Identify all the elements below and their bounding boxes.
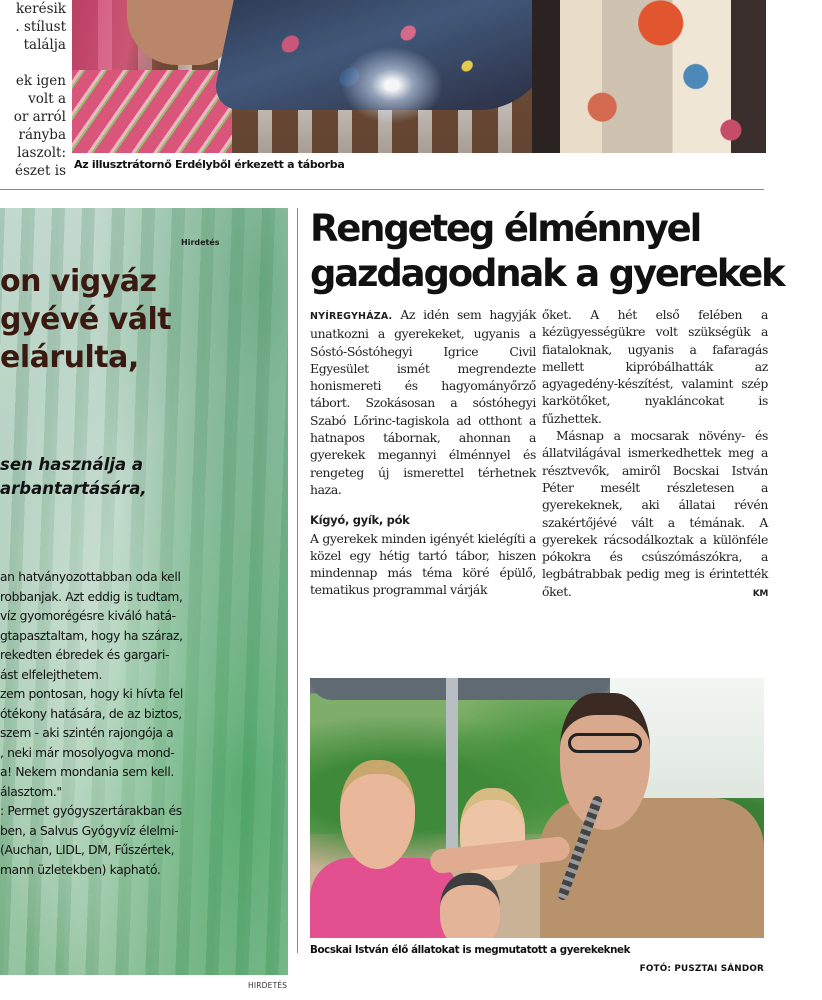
article-column-1 (310, 306, 536, 599)
ad-body-line: álasztom." (0, 784, 62, 799)
paragraph-3 (542, 427, 768, 600)
ad-body-line: an hatványozottabban oda kell (0, 570, 181, 584)
ad-body-line: (Auchan, LIDL, DM, Fűszértek, (0, 843, 175, 857)
glasses (568, 733, 642, 753)
ad-footer-label: HIRDETÉS (248, 981, 288, 990)
tent-awning (310, 678, 610, 700)
horizontal-divider (0, 189, 764, 190)
light-flare (332, 40, 452, 130)
ad-label: Hirdetés (181, 238, 220, 247)
headline-line: Rengeteg élménnyel (310, 207, 701, 250)
ad-body-line: ótékony hatására, de az biztos, (0, 706, 182, 721)
article-column-2 (542, 306, 768, 603)
vertical-divider (297, 208, 298, 953)
byline: KM (752, 588, 768, 599)
text-line: . stílust (15, 19, 66, 35)
paragraph-1-text: Az idén sem hagyják unatkozni a gyerekeket, ugyanis a Sóstó-Sóstóhegyi Igrice Civil Egyesület ismét megrendezte honismereti és hagyományőrző tábort. Szokásosan a sóstóhegyi Szabó Lőrinc-tagiskola ad otthont a hatnapos tábornak, ahonnan a gyerekek megannyi élménnyel és rengeteg új ismerettel térhetnek haza. (310, 307, 536, 497)
ad-body-line: , neki már mosolyogva mond- (0, 745, 175, 760)
ad-body-line: zem pontosan, hogy ki hívta fel (0, 687, 183, 701)
ad-body-line: rekedten ébredek és gargari- (0, 648, 170, 662)
patterned-dress (532, 0, 766, 153)
striped-cloth (72, 70, 232, 153)
headline-line: gazdagodnak a gyerekek (310, 252, 784, 295)
paragraph-3-text: Másnap a mocsarak növény- és állatvilágával ismerkedhettek meg a résztvevők, amiről Bocskai István Péter mesélt részletesen a gyerekeknek, aki állatai révén szakértőjévé vált a témának. A gyerekek rácsodálkoztak a különféle pókokra és csúszómászókra, a legbátrabbak pedig meg is érintették őket. (542, 428, 768, 599)
text-line (0, 54, 66, 72)
illustrator-photo (72, 0, 766, 153)
ad-subheadline-line: arbantartására, (0, 479, 147, 498)
paragraph-2-part-2: őket. A hét első felében a kézügyességükre volt szükségük a fiataloknak, ugyanis a fafaragás mellett kipróbálhatták az agyagedény-készítést, valamint szép karkötőket, nyakláncokat is fűzhettek. (542, 307, 768, 426)
ad-body-line: mann üzletekben) kapható. (0, 862, 161, 877)
ad-body-text (0, 568, 183, 880)
text-line: or arról (13, 109, 66, 125)
tent-pole (446, 678, 458, 858)
text-line: laszolt: (17, 145, 66, 161)
text-line: találja (23, 37, 66, 53)
ad-subheadline-line: sen használja a (0, 455, 144, 474)
text-line: volt a (28, 91, 66, 107)
text-line: kerésik (15, 1, 66, 17)
ad-headline-line: on vigyáz (0, 264, 157, 299)
text-line: észet is (15, 163, 66, 179)
advertisement-panel (0, 208, 288, 975)
ad-subheadline (0, 453, 147, 501)
paragraph-1 (310, 306, 536, 498)
dateline: NYÍREGYHÁZA. (310, 311, 393, 322)
ad-headline-line: gyévé vált (0, 302, 172, 337)
ad-headline-line: elárulta, (0, 340, 139, 375)
ad-body-line: a! Nekem mondania sem kell. (0, 765, 174, 779)
ad-body-line: ást elfelejthetem. (0, 667, 103, 682)
ad-headline (0, 263, 288, 377)
text-line: ek igen (15, 73, 66, 89)
article-headline (310, 206, 784, 296)
photo-credit: FOTÓ: PUSZTAI SÁNDOR (639, 964, 764, 974)
paragraph-2-part-1: A gyerekek minden igényét kielégíti a közel egy hétig tartó tábor, hiszen mindennap más téma köré épülő, tematikus programmal várják (310, 530, 536, 598)
ad-body-line: gtapasztaltam, hogy ha száraz, (0, 628, 183, 643)
text-line: rányba (18, 127, 66, 143)
snake-demonstration-photo (310, 678, 764, 938)
ad-body-line: víz gyomorégésre kiváló hatá- (0, 609, 176, 623)
ad-body-line: : Permet gyógyszertárakban és (0, 804, 182, 818)
article-subhead: Kígyó, gyík, pók (310, 513, 410, 528)
man-face (560, 693, 650, 830)
girl-face (340, 760, 415, 869)
child-face (440, 873, 500, 938)
top-photo-caption: Az illusztrátornő Erdélyből érkezett a táborba (74, 158, 345, 171)
hand (127, 0, 237, 65)
ad-body-line: ben, a Salvus Gyógyvíz élelmi- (0, 823, 179, 838)
ad-body-line: szem - aki szintén rajongója a (0, 726, 174, 740)
bottom-photo-caption: Bocskai István élő állatokat is megmutatott a gyerekeknek (310, 944, 631, 956)
ad-body-line: robbanjak. Azt eddig is tudtam, (0, 589, 183, 604)
previous-article-text-fragment (0, 0, 66, 180)
